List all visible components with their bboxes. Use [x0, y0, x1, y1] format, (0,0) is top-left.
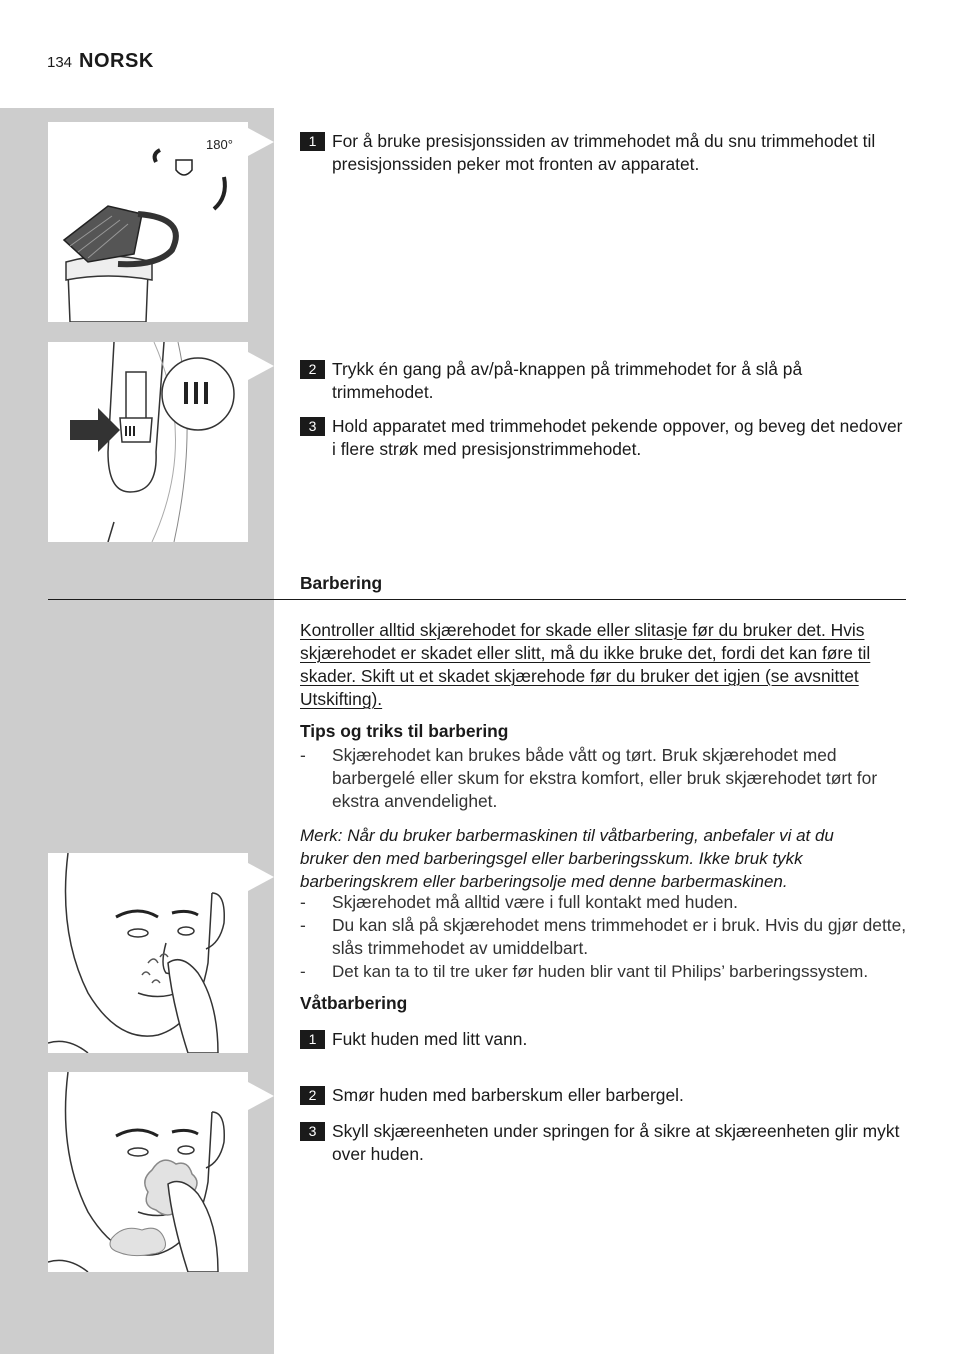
list-item: - Skjærehodet kan brukes både vått og tørt. Bruk skjærehodet med barbergelé eller skum for ekstra komfort, eller bruk skjærehodet tørt for ekstra anvendelighet. — [300, 745, 878, 811]
trimmer-step-1 — [300, 130, 906, 176]
trimmer-step-3 — [300, 415, 906, 461]
list-item: - Det kan ta to til tre uker før huden blir vant til Philips’ barberingssystem. — [300, 962, 869, 981]
illustration-pointer — [248, 352, 274, 380]
warning-underlined: Kontroller alltid skjærehodet for skade eller slitasje før du bruker det. Hvis skjærehodet er skadet eller slitt, må du ikke bruke det, fordi det kan føre til skader. Skift ut et skadet skjærehode før du bruker det igjen (se avsnittet Utskifting). — [300, 620, 871, 709]
wet-shaving-face-illustration — [48, 853, 248, 1053]
trimmer-step-2 — [300, 358, 906, 404]
step-number: 3 — [300, 1122, 325, 1141]
section-heading-shaving: Barbering — [300, 573, 383, 593]
step-text: Skyll skjæreenheten under springen for å sikre at skjæreenheten glir mykt over huden. — [332, 1121, 900, 1164]
wet-step-2 — [300, 1084, 906, 1107]
illustration-pointer — [248, 128, 274, 156]
rotation-label: 180° — [206, 137, 233, 152]
page-header — [47, 50, 154, 73]
note-text: Merk: Når du bruker barbermaskinen til våtbarbering, anbefaler vi at du bruker den med barberingsgel eller barberingsskum. Ikke bruk tykk barberingskrem eller barberingsolje med denne barbermaskinen. — [300, 826, 834, 891]
list-item: - Du kan slå på skjærehodet mens trimmehodet er i bruk. Hvis du gjør dette, slås trimmehodet av umiddelbart. — [300, 915, 907, 958]
page-language: NORSK — [79, 50, 154, 72]
step-number: 2 — [300, 360, 325, 379]
wet-step-1 — [300, 1028, 906, 1051]
step-text: Fukt huden med litt vann. — [332, 1029, 528, 1049]
illustration-pointer — [248, 863, 274, 891]
section-heading-wet-shaving: Våtbarbering — [300, 993, 408, 1013]
step-text: For å bruke presisjonssiden av trimmehodet må du snu trimmehodet til presisjonssiden peker mot fronten av apparatet. — [332, 131, 876, 174]
foam-shaving-face-illustration — [48, 1072, 248, 1272]
trimmer-switch-illustration — [48, 342, 248, 542]
list-item: - Skjærehodet må alltid være i full kontakt med huden. — [300, 892, 738, 912]
tips-list-2 — [300, 891, 910, 983]
tips-list-1 — [300, 744, 890, 813]
step-number: 1 — [300, 1030, 325, 1049]
step-text: Smør huden med barberskum eller barbergel. — [332, 1085, 684, 1105]
wet-step-3 — [300, 1120, 906, 1166]
step-text: Hold apparatet med trimmehodet pekende oppover, og beveg det nedover i flere strøk med presisjonstrimmehodet. — [332, 416, 903, 459]
tips-heading: Tips og triks til barbering — [300, 721, 509, 741]
step-text: Trykk én gang på av/på-knappen på trimmehodet for å slå på trimmehodet. — [332, 359, 803, 402]
step-number: 3 — [300, 417, 325, 436]
page-number: 134 — [47, 54, 73, 71]
warning-text — [300, 619, 906, 711]
step-number: 2 — [300, 1086, 325, 1105]
section-divider — [48, 599, 906, 600]
step-number: 1 — [300, 132, 325, 151]
trimmer-head-rotate-illustration — [48, 122, 248, 322]
illustration-pointer — [248, 1082, 274, 1110]
